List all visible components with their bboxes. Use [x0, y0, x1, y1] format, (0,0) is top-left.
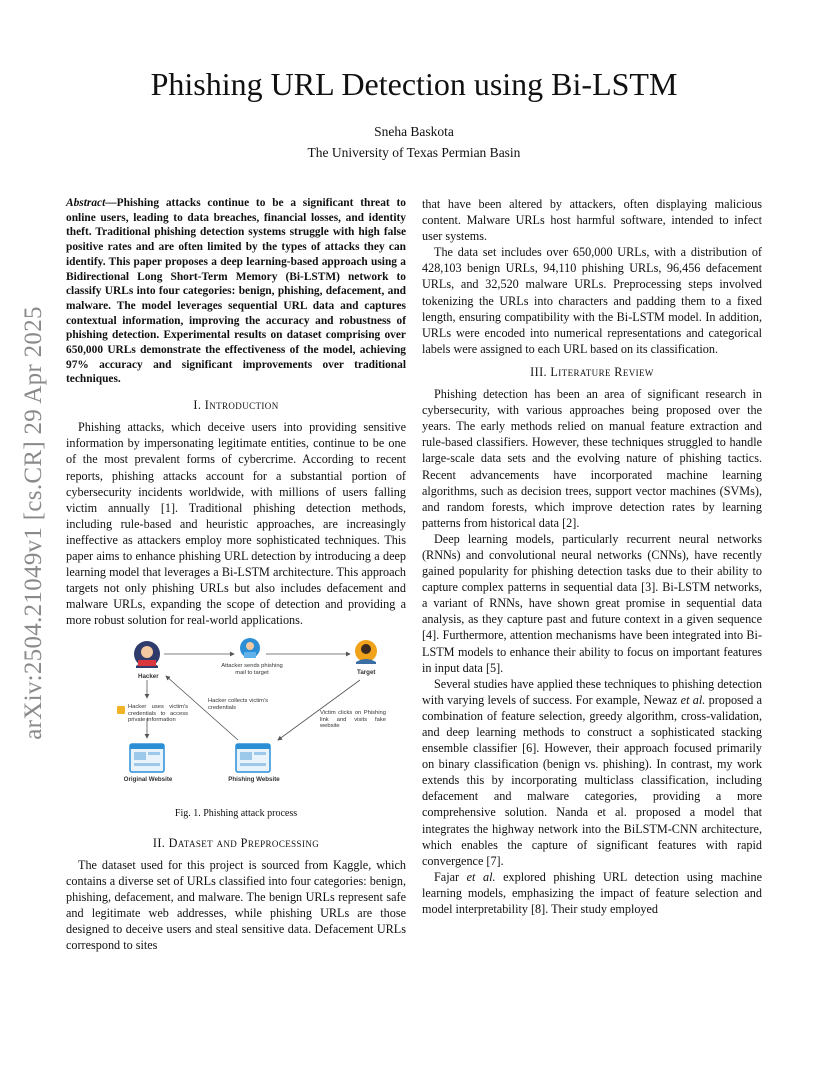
dataset-paragraph-2: The data set includes over 650,000 URLs, with a distribution of 428,103 benign URLs, 94,110 phishing URLs, 96,456 defacement URLs, and 32,520 malware URLs. Preprocessing steps involved tokenizing the URLs into characters and padding them to a fixed length, ensuring compatibility with the Bi-LSTM model. In addition, URLs were encoded into numerical representations and categorical labels were assigned to each URL based on its classification.: [422, 245, 762, 356]
lit-p3-etal: et al.: [680, 692, 706, 707]
abstract-text: —Phishing attacks continue to be a significant threat to online users, leading to data breaches, financial losses, and identity theft. Traditional phishing detection systems struggle with high false positive rates and are often limited by the types of attacks they can identify. This paper proposes a deep learning-based approach using a Bidirectional Long Short-Term Memory (Bi-LSTM) network to classify URLs into four categories: benign, phishing, defacement, and malware. The model leverages sequential URL data and captures contextual information, improving the accuracy and robustness of phishing detection. Experimental results on dataset comprising over 650,000 URLs demonstrate the effectiveness of the model, achieving 97% accuracy and significant improvements over traditional techniques.: [66, 197, 406, 386]
figure-phishing-process: [66, 636, 406, 804]
label-step-send-mail: Attacker sends phishing mail to target: [221, 663, 283, 676]
hacker-icon: [134, 641, 160, 668]
left-column: [66, 196, 406, 953]
lit-p4-end: explored phishing URL detection using machine learning models, emphasizing the impact of feature selection and model interpretability [8]. Their study employed: [422, 869, 763, 917]
lit-p4-start: Fajar: [434, 869, 467, 884]
literature-paragraph-1: Phishing detection has been an area of significant research in cybersecurity, with various approaches being proposed over the years. The early methods relied on manual feature extraction and rule-based classifiers. However, these techniques struggled to handle large-scale data sets and the evolving nature of phishing tactics. Recent advancements have incorporated machine learning algorithms, such as decision trees, support vector machines (SVMs), and random forests, which improve detection rates by learning patterns from historical data [2].: [422, 387, 762, 530]
dataset-paragraph-1-continued: that have been altered by attackers, often displaying malicious content. Malware URLs host harmful software, intended to infect user systems.: [422, 197, 762, 244]
intro-paragraph: Phishing attacks, which deceive users into providing sensitive information by impersonating legitimate entities, continue to be one of the most prevalent forms of cybercrime. According to recent reports, phishing attacks account for a substantial portion of cybersecurity incidents worldwide, with millions of users falling victim annually [1]. Traditional phishing detection methods, including rule-based and heuristic approaches, are increasingly ineffective as attackers employ more sophisticated techniques. This paper aims to enhance phishing URL detection by introducing a deep learning model that leverages a Bi-LSTM architecture. This approach targets not only phishing URLs but also includes defacement and malware URLs, expanding the scope of detection and providing a more robust solution for real-world applications.: [66, 420, 406, 628]
label-step-collect: Hacker collects victim's credentials: [208, 698, 268, 711]
author-affiliation: The University of Texas Permian Basin: [307, 145, 521, 160]
section-heading-dataset: II. Dataset and Preprocessing: [152, 835, 320, 850]
lit-p3-start: Several studies have applied these techniques to phishing detection with varying levels of success. For example, Newaz: [422, 676, 762, 707]
label-target: Target: [357, 669, 376, 677]
target-icon: [355, 640, 377, 664]
dataset-paragraph-1: The dataset used for this project is sourced from Kaggle, which contains a diverse set of URLs classified into four categories: benign, phishing, defacement, and malware. The benign URLs represent safe and legitimate web addresses, while phishing URLs are those designed to deceive users and steal sensitive data. Defacement URLs correspond to sites: [66, 857, 406, 953]
lit-p3-end: proposed a combination of feature selection, greedy algorithm, cross-validation, and deep learning methods to construct a sophisticated stacking ensemble classifier [6]. However, their approach focused primarily on binary classification (benign vs. phishing). In contrast, my work extends this by incorporating multiclass classification, including defacement and malware categories, providing a more comprehensive solution. Nanda et al. proposed a model that integrates the highway network into the BiLSTM-CNN architecture, which enables the capture of significant features with rapid convergence [7].: [422, 692, 763, 868]
label-original-website: Original Website: [123, 776, 173, 784]
literature-paragraph-3: [422, 676, 762, 869]
literature-paragraph-2: Deep learning models, particularly recurrent neural networks (RNNs) and convolutional neural networks (CNNs), have recently gained popularity for phishing detection tasks due to their ability to capture complex patterns in sequential data [3]. Bi-LSTM networks, a variant of RNNs, have shown great promise in sequential data analysis, as they capture past and future context in a given sequence [4]. Furthermore, attention mechanisms have been integrated into Bi-LSTM models to enhance their ability to focus on important features in input data [5].: [422, 531, 762, 675]
label-step-use-credentials: Hacker uses victim's credentials to access private information: [128, 704, 188, 724]
lit-p4-etal: et al.: [466, 869, 496, 884]
section-heading-intro: I. Introduction: [193, 398, 279, 413]
label-hacker: Hacker: [138, 673, 159, 681]
figure-caption: Fig. 1. Phishing attack process: [174, 808, 298, 820]
right-column: [422, 196, 762, 917]
label-step-victim-clicks: Victim clicks on Phishing link and visits fake website: [320, 710, 386, 730]
author-name: Sneha Baskota: [374, 124, 454, 139]
literature-paragraph-4: [422, 869, 762, 917]
mail-icon: [240, 638, 260, 658]
label-phishing-website: Phishing Website: [228, 776, 280, 784]
section-heading-literature: III. Literature Review: [530, 364, 654, 379]
paper-title: Phishing URL Detection using Bi-LSTM: [150, 66, 678, 102]
original-website-icon: [130, 744, 164, 772]
phishing-website-icon: [236, 744, 270, 772]
arxiv-sidebar-stamp: [22, 285, 46, 760]
abstract-label: Abstract: [66, 197, 106, 209]
arxiv-id: arXiv:2504.21049v1 [cs.CR] 29 Apr 2025: [20, 305, 47, 740]
abstract: [66, 196, 406, 387]
credentials-icon: [117, 706, 125, 714]
